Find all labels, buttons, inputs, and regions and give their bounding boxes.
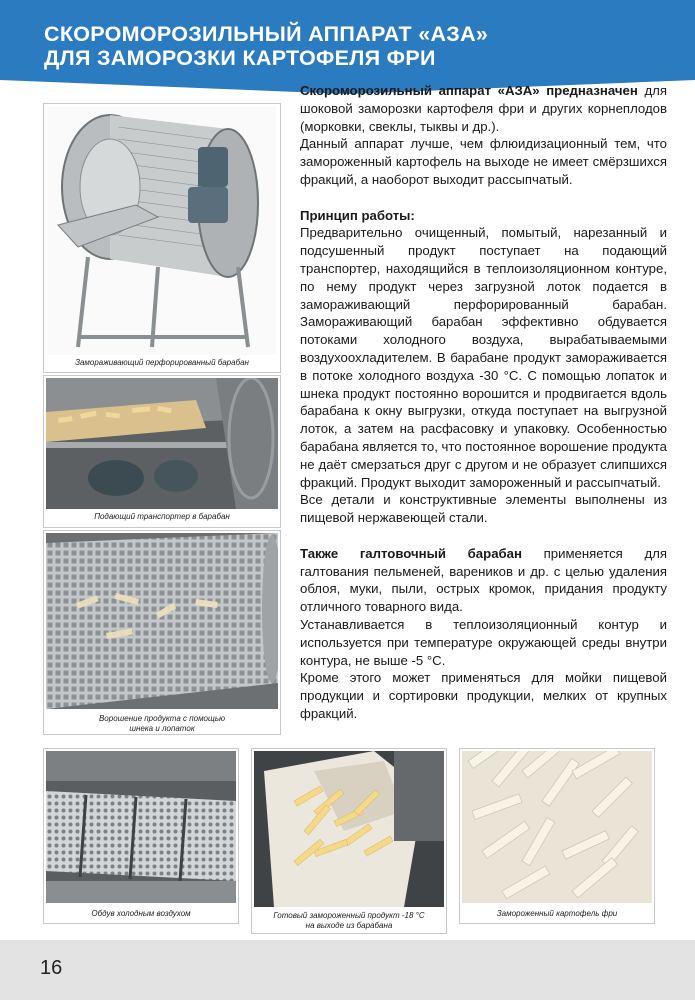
intro-rest: для шоковой заморозки картофеля фри и других корнеплодов (морковки, свеклы, тыквы и др.).	[300, 83, 667, 134]
paragraph-tumbling	[300, 545, 667, 616]
page-footer	[0, 940, 695, 1000]
figure-frozen-fries	[459, 748, 655, 924]
article-body	[300, 82, 667, 723]
caption-conveyor: Подающий транспортер в барабан	[94, 512, 230, 521]
page-title-line-2: ДЛЯ ЗАМОРОЗКИ КАРТОФЕЛЯ ФРИ	[44, 46, 436, 70]
caption-drum: Замораживающий перфорированный барабан	[75, 358, 249, 367]
page-title-line-1: СКОРОМОРОЗИЛЬНЫЙ АППАРАТ «АЗА»	[44, 22, 489, 46]
caption-stirring-line-1: Ворошение продукта с помощью	[98, 714, 226, 723]
page-number: 16	[40, 957, 63, 979]
paragraph-washing: Кроме этого может применяться для мойки пищевой продукции и сортировки продукции, мелких от крупных фракций.	[300, 670, 667, 721]
photo-frozen-fries	[462, 751, 652, 903]
photo-cold-air-blowing	[46, 751, 236, 903]
figure-stirring	[43, 530, 281, 735]
photo-freezing-drum	[48, 107, 276, 355]
paragraph-advantage: Данный аппарат лучше, чем флюидизационный тем, что замороженный картофель на выходе не имеет смёрзшихся фракций, а наоборот выходит рассыпчатый.	[300, 136, 667, 187]
figure-frozen-product	[251, 748, 447, 934]
paragraph-principle: Предварительно очищенный, помытый, нарезанный и подсушенный продукт поступает на подающий транспортер, находящийся в теплоизоляционном контуре, по нему продукт через загрузной лоток подается в замораживающий перфорированный барабан. Замораживающий барабан эффективно обдувается потоками холодного воздуха, вырабатываемыми воздухоохладителем. В барабане продукт замораживается в потоке холодного воздуха -30 °С. С помощью лопаток и шнека продукт постоянно ворошится и продвигается вдоль барабана к окну выгрузки, откуда поступает на выгрузной лоток, а затем на расфасовку и упаковку. Особенностью барабана является то, что постоянное ворошение продукта не даёт смерзаться друг с другом и не образует слипшихся фракций. Продукт выходит замороженный и рассыпчатый.	[300, 225, 668, 490]
figure-conveyor	[43, 375, 281, 528]
paragraph-installation: Устанавливается в теплоизоляционный контур и используется при температуре окружающей среды внутри контура, не выше -5 °С.	[300, 616, 667, 668]
tumbling-rest: применяется для галтования пельменей, вареников и др. с целью удаления облоя, муки, пыли, острых кромок, придания продукту отличного товарного вида.	[300, 545, 667, 615]
paragraph-materials: Все детали и конструктивные элементы выполнены из пищевой нержавеющей стали.	[300, 492, 667, 526]
figure-drum	[43, 103, 281, 373]
figure-airflow	[43, 748, 239, 924]
caption-stirring-line-2: шнека и лопаток	[129, 724, 195, 733]
caption-product-line-1: Готовый замороженный продукт -18 °С	[273, 911, 425, 920]
caption-airflow: Обдув холодным воздухом	[91, 909, 191, 918]
heading-principle: Принцип работы:	[300, 207, 415, 223]
tumbling-lead: Также галтовочный барабан	[300, 545, 522, 561]
caption-product-line-2: на выходе из барабана	[305, 921, 393, 930]
page-header	[0, 0, 695, 80]
caption-fries: Замороженный картофель фри	[496, 909, 618, 918]
photo-frozen-product-bag	[254, 751, 444, 907]
photo-feed-conveyor	[46, 378, 278, 509]
photo-stirring-auger	[46, 533, 278, 709]
paragraph-intro	[300, 82, 667, 135]
intro-lead: Скороморозильный аппарат «АЗА» предназначен	[300, 83, 638, 98]
